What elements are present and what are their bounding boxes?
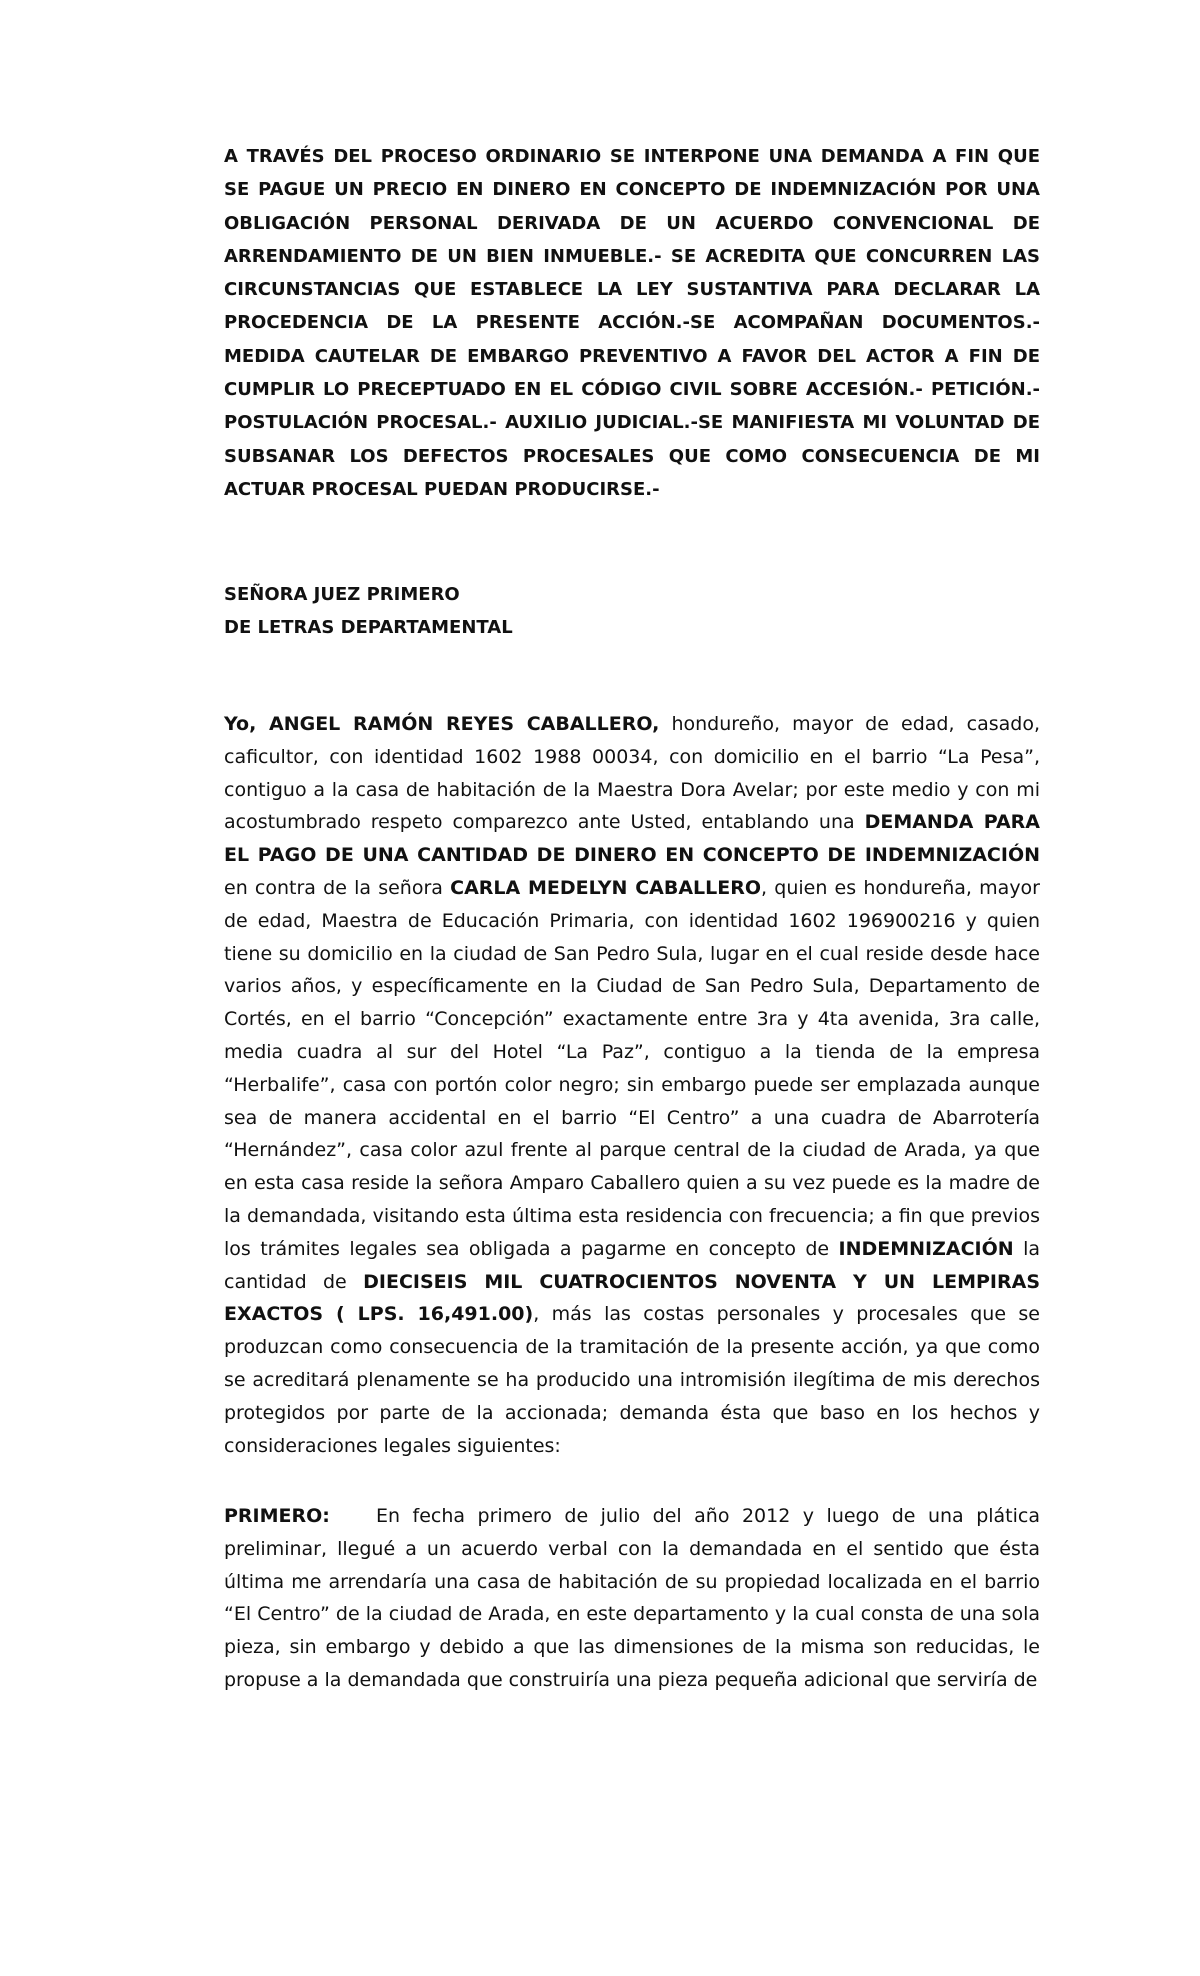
petition-text-1: hondureño, mayor de edad, casado, caficultor, con identidad 1602 1988 00034, con domicilio en el barrio “La Pesa”, contiguo a la casa de habitación de la Maestra Dora Avelar; por este medio y con mi acostumbrado respeto comparezco ante Usted, entablando una	[224, 713, 1040, 834]
petition-text-2: en contra de la señora	[224, 876, 451, 899]
defendant-name: CARLA MEDELYN CABALLERO	[450, 876, 762, 899]
fact-first-paragraph	[224, 1500, 1040, 1697]
petition-paragraph	[224, 708, 1040, 1462]
addressee-line-1: SEÑORA JUEZ PRIMERO	[224, 584, 460, 605]
petition-text-5: , más las costas personales y procesales que se produzcan como consecuencia de la tramitación de la presente acción, ya que como se acreditará plenamente se ha producido una intromisión ilegítima de mis derechos protegidos por parte de la accionada; demanda ésta que baso en los hechos y consideraciones legales siguientes:	[224, 1303, 1040, 1457]
petition-text-4: la cantidad de	[224, 1237, 1040, 1293]
document-page	[224, 140, 1041, 1691]
summary-paragraph: A TRAVÉS DEL PROCESO ORDINARIO SE INTERPONE UNA DEMANDA A FIN QUE SE PAGUE UN PRECIO EN DINERO EN CONCEPTO DE INDEMNIZACIÓN POR UNA OBLIGACIÓN PERSONAL DERIVADA DE UN ACUERDO CONVENCIONAL DE ARRENDAMIENTO DE UN BIEN INMUEBLE.- SE ACREDITA QUE CONCURREN LAS CIRCUNSTANCIAS QUE ESTABLECE LA LEY SUSTANTIVA PARA DECLARAR LA PROCEDENCIA DE LA PRESENTE ACCIÓN.-SE ACOMPAÑAN DOCUMENTOS.- MEDIDA CAUTELAR DE EMBARGO PREVENTIVO A FAVOR DEL ACTOR A FIN DE CUMPLIR LO PRECEPTUADO EN EL CÓDIGO CIVIL SOBRE ACCESIÓN.- PETICIÓN.- POSTULACIÓN PROCESAL.- AUXILIO JUDICIAL.-SE MANIFIESTA MI VOLUNTAD DE SUBSANAR LOS DEFECTOS PROCESALES QUE COMO CONSECUENCIA DE MI ACTUAR PROCESAL PUEDAN PRODUCIRSE.-	[224, 146, 1040, 500]
fact-first-text: En fecha primero de julio del año 2012 y luego de una plática preliminar, llegué a un acuerdo verbal con la demandada en el sentido que ésta última me arrendaría una casa de habitación de su propiedad localizada en el barrio “El Centro” de la ciudad de Arada, en este departamento y la cual consta de una sola pieza, sin embargo y debido a que las dimensiones de la misma son reducidas, le propuse a la demandada que construiría una pieza pequeña adicional que serviría de	[224, 1505, 1040, 1691]
indemnization-term: INDEMNIZACIÓN	[838, 1237, 1014, 1260]
claim-amount: DIECISEIS MIL CUATROCIENTOS NOVENTA Y UN LEMPIRAS EXACTOS ( LPS. 16,491.00)	[224, 1270, 1041, 1326]
fact-first-label: PRIMERO:	[224, 1505, 330, 1527]
petition-text-3: , quien es hondureña, mayor de edad, Maestra de Educación Primaria, con identidad 1602 196900216 y quien tiene su domicilio en la ciudad de San Pedro Sula, lugar en el cual reside desde hace varios años, y específicamente en la Ciudad de San Pedro Sula, Departamento de Cortés, en el barrio “Concepción” exactamente entre 3ra y 4ta avenida, 3ra calle, media cuadra al sur del Hotel “La Paz”, contiguo a la tienda de la empresa “Herbalife”, casa con portón color negro; sin embargo puede ser emplazada aunque sea de manera accidental en el barrio “El Centro” a una cuadra de Abarrotería “Hernández”, casa color azul frente al parque central de la ciudad de Arada, ya que en esta casa reside la señora Amparo Caballero quien a su vez puede es la madre de la demandada, visitando esta última esta residencia con frecuencia; a fin que previos los trámites legales sea obligada a pagarme en concepto de	[224, 876, 1040, 1260]
addressee-block	[224, 578, 1040, 645]
addressee-line-2: DE LETRAS DEPARTAMENTAL	[224, 617, 513, 639]
petitioner-name: Yo, ANGEL RAMÓN REYES CABALLERO,	[224, 713, 660, 735]
claim-title: DEMANDA PARA EL PAGO DE UNA CANTIDAD DE DINERO EN CONCEPTO DE INDEMNIZACIÓN	[224, 811, 1041, 867]
